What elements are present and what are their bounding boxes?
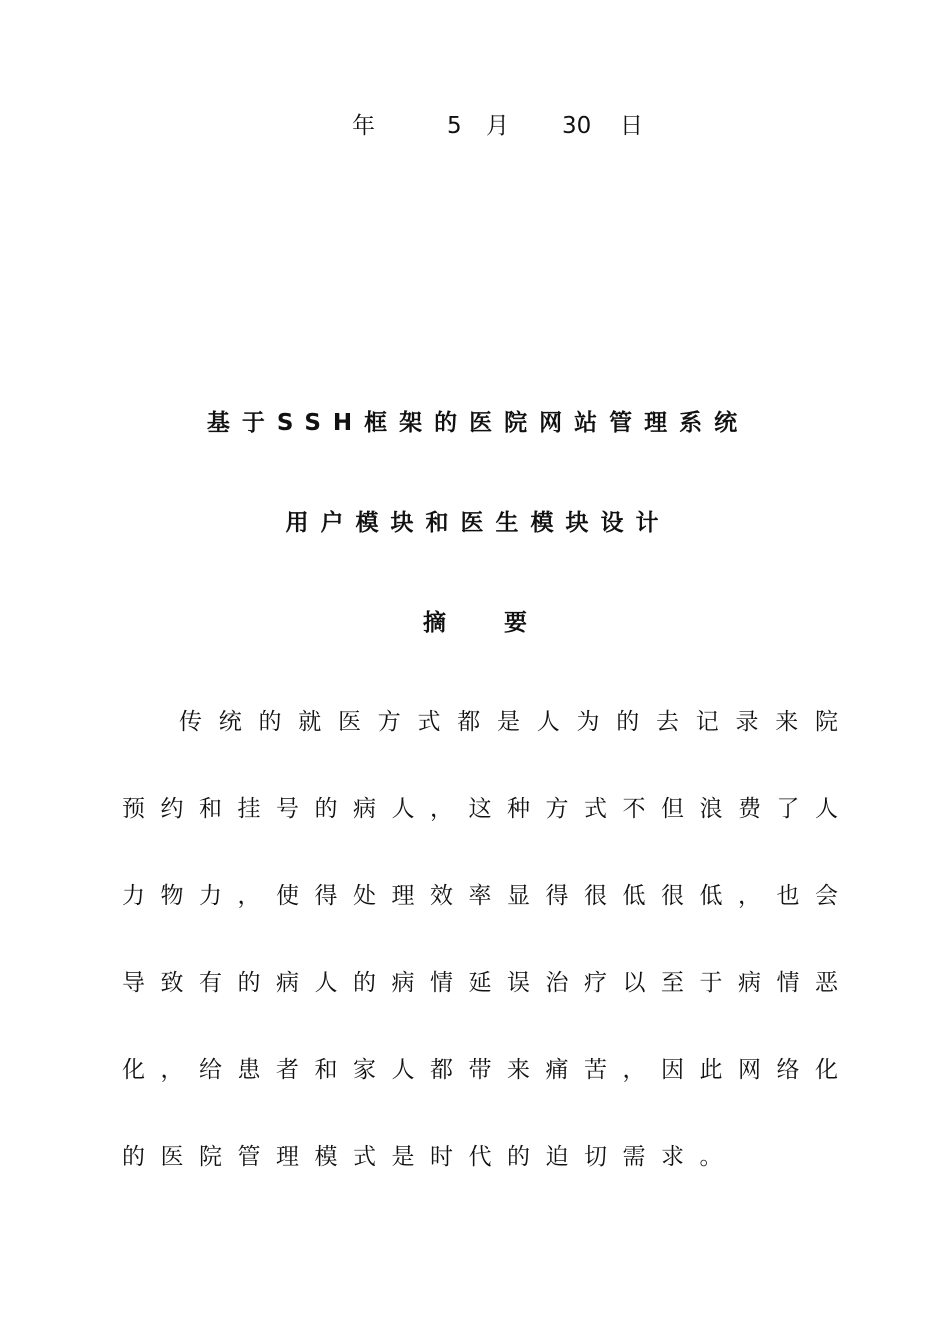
abstract-line: 传 统 的 就 医 方 式 都 是 人 为 的 去 记 录 来 院 — [179, 709, 838, 735]
date-month-label: 月 — [486, 113, 509, 139]
document-title: 基于SSH框架的医院网站管理系统 — [206, 410, 750, 436]
date-day-label: 日 — [620, 113, 643, 139]
abstract-line: 化 ， 给 患 者 和 家 人 都 带 来 痛 苦 ， 因 此 网 络 化 — [122, 1057, 838, 1083]
abstract-line: 导 致 有 的 病 人 的 病 情 延 误 治 疗 以 至 于 病 情 恶 — [122, 970, 838, 996]
abstract-body — [122, 700, 838, 1222]
abstract-line: 力 物 力 ， 使 得 处 理 效 率 显 得 很 低 很 低 ， 也 会 — [122, 883, 838, 909]
abstract-heading: 摘要 — [423, 610, 585, 636]
date-line — [0, 108, 950, 144]
date-month: 5 — [447, 113, 462, 139]
date-year-label: 年 — [352, 113, 375, 139]
abstract-line: 的医院管理模式是时代的迫切需求。 — [122, 1144, 738, 1170]
document-subtitle: 用户模块和医生模块设计 — [285, 510, 671, 536]
abstract-line: 预 约 和 挂 号 的 病 人 ， 这 种 方 式 不 但 浪 费 了 人 — [122, 796, 838, 822]
date-day: 30 — [562, 113, 592, 139]
